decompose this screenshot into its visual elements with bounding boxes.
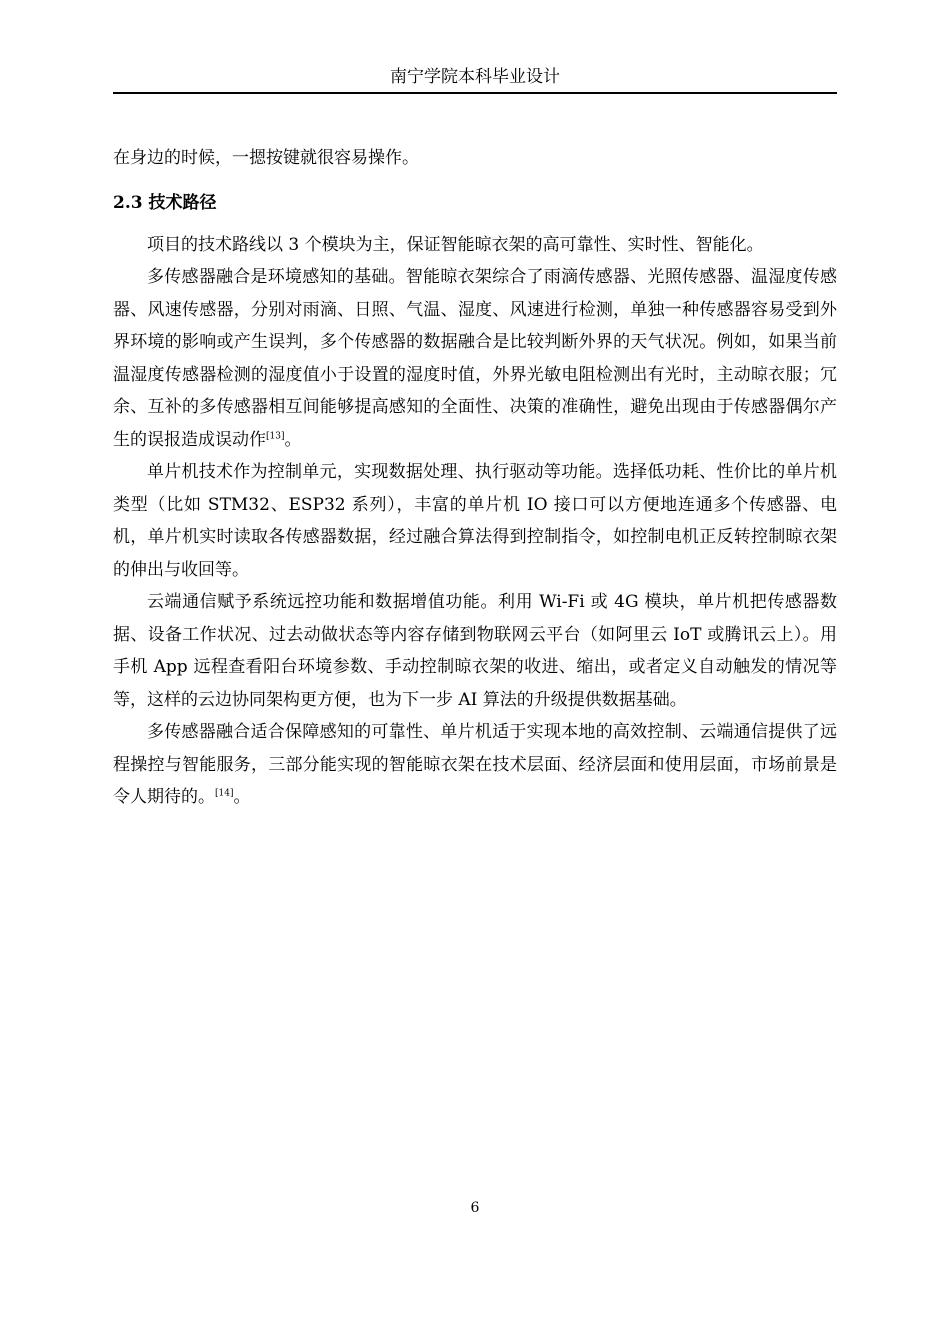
paragraph-summary-text: 多传感器融合适合保障感知的可靠性、单片机适于实现本地的高效控制、云端通信提供了远程操控与智能服务，三部分能实现的智能晾衣架在技术层面、经济层面和使用层面，市场前景是令人期待的。: [113, 722, 837, 807]
paragraph-cloud: 云端通信赋予系统远控功能和数据增值功能。利用 Wi-Fi 或 4G 模块，单片机把传感器数据、设备工作状况、过去动做状态等内容存储到物联网云平台（如阿里云 IoT 或腾讯云上）。用手机 App 远程查看阳台环境参数、手动控制晾衣架的收进、缩出，或者定义自动触发的情况等等，这样的云边协同架构更方便，也为下一步 AI 算法的升级提供数据基础。: [113, 592, 837, 710]
section-heading: 2.3 技术路径: [113, 192, 217, 213]
page-header: [113, 62, 837, 94]
paragraph-sensor-fusion-text: 多传感器融合是环境感知的基础。智能晾衣架综合了雨滴传感器、光照传感器、温湿度传感器、风速传感器，分别对雨滴、日照、气温、湿度、风速进行检测，单独一种传感器容易受到外界环境的影响或产生误判，多个传感器的数据融合是比较判断外界的天气状况。例如，如果当前温湿度传感器检测的湿度值小于设置的湿度时值，外界光敏电阻检测出有光时，主动晾衣服；冗余、互补的多传感器相互间能够提高感知的全面性、决策的准确性，避免出现由于传感器偶尔产生的误报造成误动作: [113, 267, 837, 450]
citation-14: [14]: [215, 788, 234, 799]
header-title: 南宁学院本科毕业设计: [390, 67, 560, 87]
document-body: [113, 142, 837, 814]
paragraph-continuation: 在身边的时候，一摁按键就很容易操作。: [113, 148, 419, 168]
paragraph-overview: 项目的技术路线以 3 个模块为主，保证智能晾衣架的高可靠性、实时性、智能化。: [147, 234, 764, 255]
paragraph-sensor-fusion-end: 。: [284, 429, 302, 450]
paragraph-summary: [113, 716, 837, 814]
citation-13: [13]: [266, 430, 285, 441]
paragraph-mcu: 单片机技术作为控制单元，实现数据处理、执行驱动等功能。选择低功耗、性价比的单片机类型（比如 STM32、ESP32 系列），丰富的单片机 IO 接口可以方便地连通多个传感器、电机，单片机实时读取各传感器数据，经过融合算法得到控制指令，如控制电机正反转控制晾衣架的伸出与收回等。: [113, 462, 837, 580]
paragraph-sensor-fusion: [113, 261, 837, 456]
page-number: 6: [470, 1200, 480, 1216]
paragraph-summary-end: 。: [233, 787, 251, 807]
